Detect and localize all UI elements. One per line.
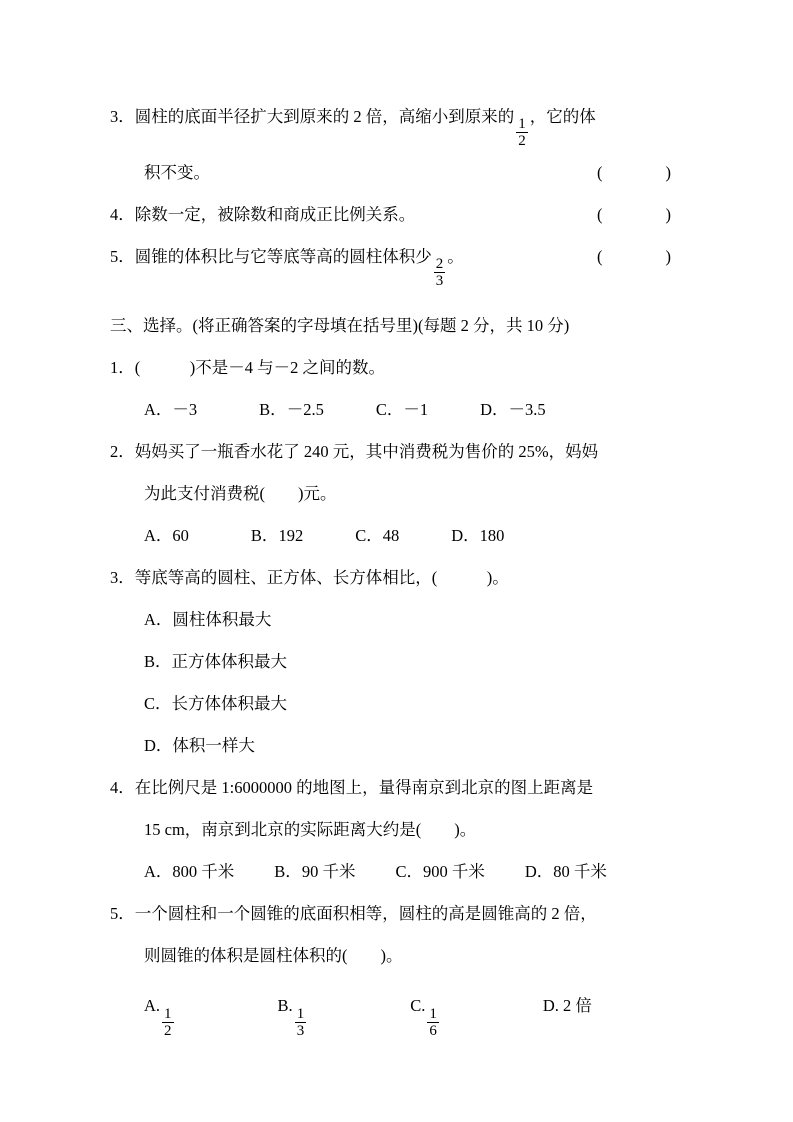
choice-q5-text1: 一个圆柱和一个圆锥的底面积相等，圆柱的高是圆锥高的 2 倍， <box>134 904 597 924</box>
choice-q1-option-d[interactable]: D．－3.5 <box>480 400 546 420</box>
tf-item-3-line2 <box>110 152 681 194</box>
tf-item-3-text-part1: 圆柱的底面半径扩大到原来的 2 倍，高缩小到原来的 <box>134 107 515 126</box>
choice-q2-number: 2． <box>110 442 135 462</box>
tf-item-5-answer-bracket[interactable]: ( ) <box>597 246 681 266</box>
choice-q5-option-c[interactable]: C. $\frac{1}{6}$ <box>410 996 437 1039</box>
choice-q2-options <box>110 515 681 557</box>
choice-q1-option-c[interactable]: C．－1 <box>375 400 429 420</box>
tf-item-5-number: 5． <box>110 246 135 266</box>
tf-item-4-text: 除数一定，被除数和商成正比例关系。 <box>134 204 416 224</box>
choice-q2-option-a[interactable]: A．60 <box>144 526 189 546</box>
tf-item-3-number: 3． <box>110 107 135 126</box>
choice-q1-options <box>110 389 681 431</box>
choice-q5-text2: 则圆锥的体积是圆柱体积的( )。 <box>144 946 403 966</box>
fraction-one-sixth-opt-c: $\frac{1}{6}$ <box>429 1005 437 1039</box>
fraction-one-third-opt-b: $\frac{1}{3}$ <box>296 1005 305 1039</box>
tf-item-3-continuation: 积不变。 <box>144 162 210 182</box>
choice-q1-option-b[interactable]: B．－2.5 <box>259 400 324 420</box>
choice-q2-stem-line2 <box>110 473 681 515</box>
fraction-one-half: $\frac{1}{2}$ <box>518 116 526 150</box>
choice-q5-stem-line1 <box>110 893 681 935</box>
choice-q2-text1: 妈妈买了一瓶香水花了 240 元，其中消费税为售价的 25%，妈妈 <box>134 442 599 462</box>
choice-q4-options <box>110 851 681 893</box>
choice-q2-stem-line1 <box>110 431 681 473</box>
tf-item-3-text-part2: ，它的体 <box>529 107 596 126</box>
choice-q1-option-a[interactable]: A．－3 <box>144 400 198 420</box>
choice-q4-text2: 15 cm，南京到北京的实际距离大约是( )。 <box>144 820 477 840</box>
choice-q2-text2: 为此支付消费税( )元。 <box>144 484 337 504</box>
choice-q5-option-d[interactable]: D. 2 倍 <box>542 996 592 1016</box>
choice-q4-stem-line2 <box>110 809 681 851</box>
choice-q5-stem-line2 <box>110 935 681 977</box>
choice-q4-option-a[interactable]: A．800 千米 <box>144 862 235 882</box>
tf-item-4-number: 4． <box>110 204 135 224</box>
choice-q3-option-b[interactable]: B．正方体体积最大 <box>144 652 288 672</box>
choice-q5-options <box>110 977 681 1041</box>
tf-item-3-answer-bracket[interactable]: ( ) <box>597 162 681 182</box>
choice-q5-number: 5． <box>110 904 135 924</box>
choice-q2-option-c[interactable]: C．48 <box>355 526 400 546</box>
choice-q3-option-d[interactable]: D．体积一样大 <box>144 736 255 756</box>
choice-q3-text: 等底等高的圆柱、正方体、长方体相比，( )。 <box>134 568 509 588</box>
choice-q1-text: ( )不是－4 与－2 之间的数。 <box>134 358 385 378</box>
choice-q3-option-c[interactable]: C．长方体体积最大 <box>144 694 288 714</box>
tf-item-5-text-part2: 。 <box>447 246 464 266</box>
choice-q4-stem-line1 <box>110 767 681 809</box>
tf-item-5-text-part1: 圆锥的体积比与它等底等高的圆柱体积少 <box>134 246 432 266</box>
tf-item-4-answer-bracket[interactable]: ( ) <box>597 204 681 224</box>
section-choice-heading: 三、选择。(将正确答案的字母填在括号里)(每题 2 分，共 10 分) <box>110 316 570 336</box>
choice-q4-option-b[interactable]: B．90 千米 <box>274 862 356 882</box>
choice-q3-option-a[interactable]: A．圆柱体积最大 <box>144 610 272 630</box>
choice-q4-number: 4． <box>110 778 135 798</box>
tf-item-5 <box>110 236 681 292</box>
choice-q5-option-b[interactable]: B. $\frac{1}{3}$ <box>277 996 305 1039</box>
choice-q4-option-c[interactable]: C．900 千米 <box>395 862 485 882</box>
choice-q1-number: 1． <box>110 358 135 378</box>
choice-q3-number: 3． <box>110 568 135 588</box>
choice-q2-option-b[interactable]: B．192 <box>250 526 304 546</box>
choice-q4-option-d[interactable]: D．80 千米 <box>524 862 607 882</box>
fraction-one-half-opt-a: $\frac{1}{2}$ <box>164 1005 172 1039</box>
tf-item-3-line1 <box>110 96 681 152</box>
choice-q1-stem <box>110 347 681 389</box>
choice-q5-option-a[interactable]: A. $\frac{1}{2}$ <box>144 996 172 1039</box>
fraction-two-thirds: $\frac{2}{3}$ <box>435 255 444 290</box>
choice-q4-text1: 在比例尺是 1:6000000 的地图上，量得南京到北京的图上距离是 <box>134 778 594 798</box>
choice-q2-option-d[interactable]: D．180 <box>451 526 505 546</box>
tf-item-4 <box>110 194 681 236</box>
choice-q3-stem <box>110 557 681 599</box>
